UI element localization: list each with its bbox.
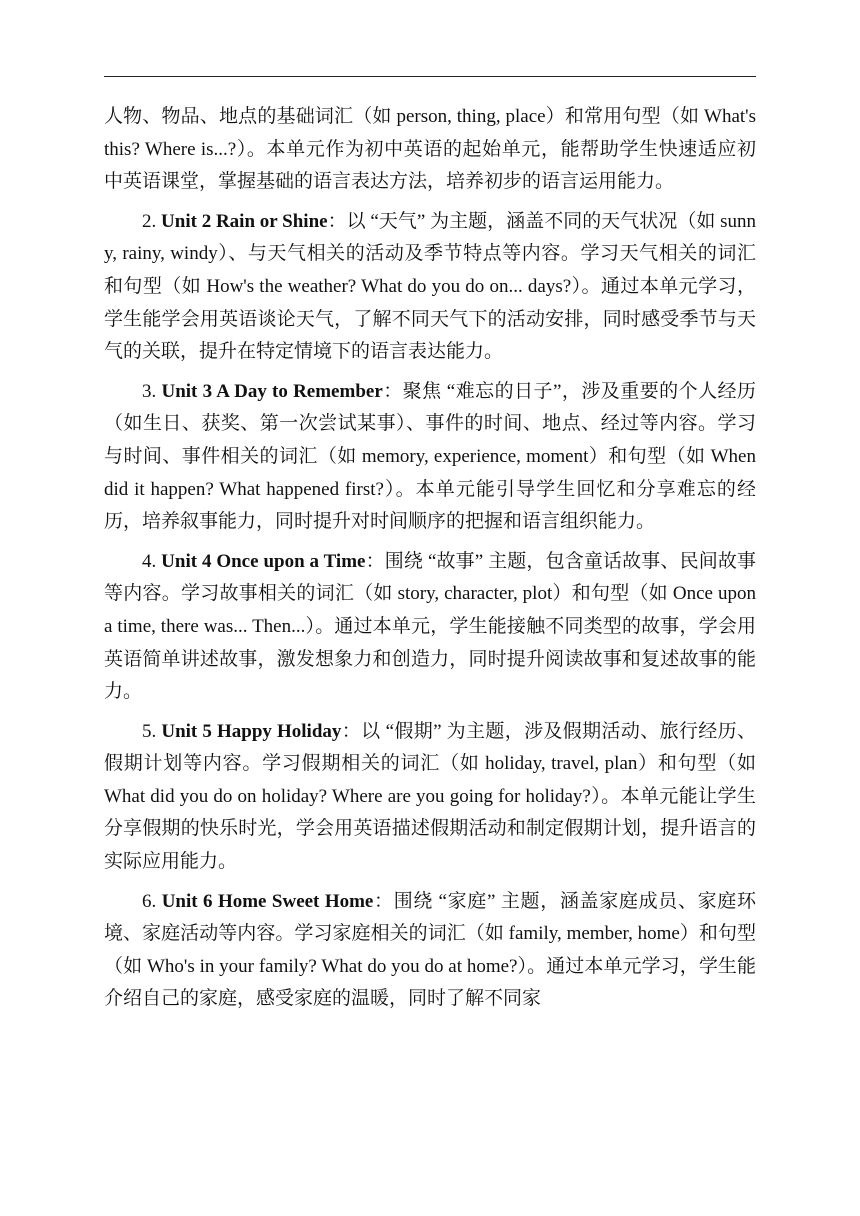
unit-title: Unit 5 Happy Holiday [161, 720, 342, 742]
paragraph-text: ：围绕 “家庭” 主题，涵盖家庭成员、家庭环境、家庭活动等内容。学习家庭相关的词汇（如 family, member, home）和句型（如 Who's in your family? What do you do at home?）。通过本单元学习，学生能介绍自己的家庭，感受家庭的温暖，同时了解不同家 [104, 890, 756, 1010]
paragraph-text: ：聚焦 “难忘的日子”，涉及重要的个人经历（如生日、获奖、第一次尝试某事）、事件的时间、地点、经过等内容。学习与时间、事件相关的词汇（如 memory, experience, moment）和句型（如 When did it happen? What happened first?）。本单元能引导学生回忆和分享难忘的经历，培养叙事能力，同时提升对时间顺序的把握和语言组织能力。 [104, 380, 757, 533]
header-rule [104, 76, 756, 77]
unit-title: Unit 3 A Day to Remember [161, 380, 383, 402]
paragraph-text: ：以 “假期” 为主题，涉及假期活动、旅行经历、假期计划等内容。学习假期相关的词汇（如 holiday, travel, plan）和句型（如 What did you do on holiday? Where are you going for holiday?）。本单元能让学生分享假期的快乐时光，学会用英语描述假期活动和制定假期计划，提升语言的实际应用能力。 [104, 720, 756, 873]
item-number: 2. [142, 210, 162, 232]
paragraph-text: ：围绕 “故事” 主题，包含童话故事、民间故事等内容。学习故事相关的词汇（如 story, character, plot）和句型（如 Once upon a time, there was... Then...）。通过本单元，学生能接触不同类型的故事，学会用英语简单讲述故事，激发想象力和创造力，同时提升阅读故事和复述故事的能力。 [104, 550, 757, 703]
paragraph-text: 人物、物品、地点的基础词汇（如 person, thing, place）和常用句型（如 What's this? Where is...?）。本单元作为初中英语的起始单元，能帮助学生快速适应初中英语课堂，掌握基础的语言表达方法，培养初步的语言运用能力。 [104, 106, 756, 193]
document-body [104, 101, 756, 1023]
paragraph-unit-4 [104, 546, 756, 709]
unit-title: Unit 6 Home Sweet Home [161, 890, 374, 912]
paragraph-unit-6 [104, 886, 756, 1016]
unit-title: Unit 2 Rain or Shine [161, 210, 328, 232]
paragraph-unit-2 [104, 206, 756, 369]
item-number: 4. [142, 550, 162, 572]
item-number: 6. [142, 890, 162, 912]
paragraph-unit-3 [104, 376, 756, 539]
item-number: 3. [142, 380, 162, 402]
item-number: 5. [142, 720, 162, 742]
paragraph-unit-1-continued [104, 101, 756, 199]
paragraph-unit-5 [104, 716, 756, 879]
paragraph-text: ：以 “天气” 为主题，涵盖不同的天气状况（如 sunny, rainy, windy）、与天气相关的活动及季节特点等内容。学习天气相关的词汇和句型（如 How's the weather? What do you do on... days?）。通过本单元学习，学生能学会用英语谈论天气，了解不同天气下的活动安排，同时感受季节与天气的关联，提升在特定情境下的语言表达能力。 [104, 210, 757, 363]
unit-title: Unit 4 Once upon a Time [161, 550, 366, 572]
